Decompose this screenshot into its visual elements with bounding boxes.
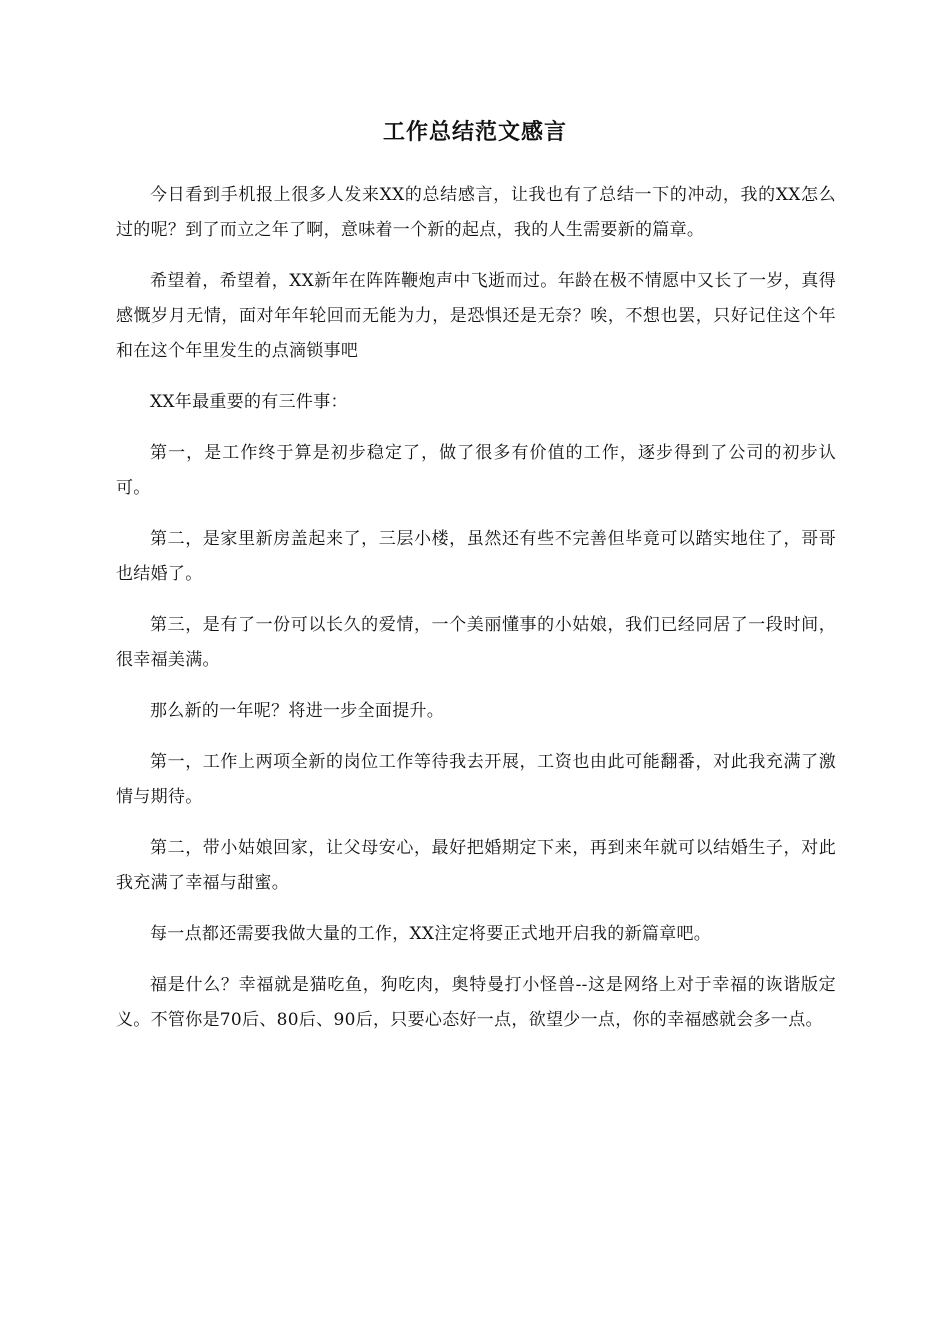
paragraph-4: 第一，是工作终于算是初步稳定了，做了很多有价值的工作，逐步得到了公司的初步认可。 [116, 443, 836, 498]
document-title: 工作总结范文感言 [382, 119, 567, 145]
paragraph-5: 第二，是家里新房盖起来了，三层小楼，虽然还有些不完善但毕竟可以踏实地住了，哥哥也结婚了。 [116, 529, 836, 584]
paragraph-10: 每一点都还需要我做大量的工作，XX注定将要正式地开启我的新篇章吧。 [150, 924, 712, 944]
document-body [116, 178, 836, 1054]
paragraph-1: 今日看到手机报上很多人发来XX的总结感言，让我也有了总结一下的冲动，我的XX怎么过的呢？到了而立之年了啊，意味着一个新的起点，我的人生需要新的篇章。 [116, 185, 836, 240]
paragraph-9: 第二，带小姑娘回家，让父母安心，最好把婚期定下来，再到来年就可以结婚生子，对此我充满了幸福与甜蜜。 [116, 838, 836, 893]
paragraph-6: 第三，是有了一份可以长久的爱情，一个美丽懂事的小姑娘，我们已经同居了一段时间，很幸福美满。 [116, 615, 836, 670]
paragraph-7: 那么新的一年呢？将进一步全面提升。 [150, 701, 445, 721]
paragraph-8: 第一，工作上两项全新的岗位工作等待我去开展，工资也由此可能翻番，对此我充满了激情与期待。 [116, 752, 836, 807]
paragraph-2: 希望着，希望着，XX新年在阵阵鞭炮声中飞逝而过。年龄在极不情愿中又长了一岁，真得感慨岁月无情，面对年年轮回而无能为力，是恐惧还是无奈？唉，不想也罢，只好记住这个年和在这个年里发生的点滴锁事吧 [116, 271, 836, 361]
paragraph-3: XX年最重要的有三件事： [150, 392, 348, 412]
paragraph-11: 福是什么？幸福就是猫吃鱼，狗吃肉，奥特曼打小怪兽--这是网络上对于幸福的诙谐版定义。不管你是70后、80后、90后，只要心态好一点，欲望少一点，你的幸福感就会多一点。 [116, 975, 836, 1030]
